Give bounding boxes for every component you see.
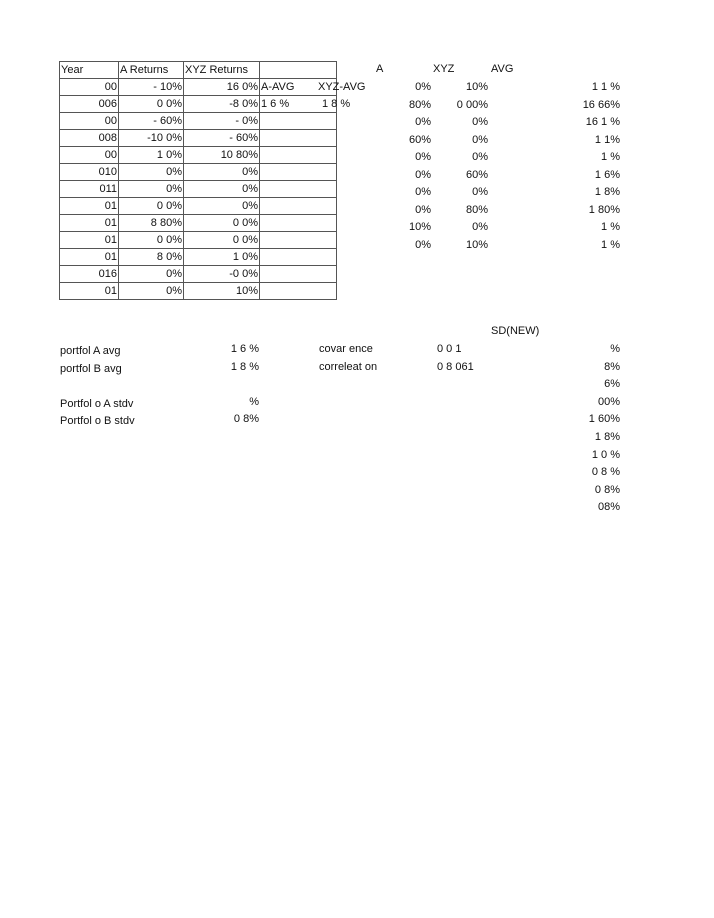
col-avg-value: 1 6% (594, 168, 620, 181)
sd-new-value: 1 60% (588, 413, 620, 426)
sd-new-value: 1 8% (594, 431, 620, 443)
table-row (60, 249, 337, 266)
col-avg-value: 16 1 % (585, 116, 620, 128)
portfolio-b-avg-value: 1 8 % (230, 361, 259, 373)
table-cell-xyz: -8 0% (184, 96, 260, 113)
table-cell-year: 01 (60, 232, 119, 249)
table-cell-a: 8 0% (119, 249, 184, 266)
table-cell-d (260, 232, 337, 249)
col-xyz-value: 0% (472, 133, 488, 146)
table-cell-year: 00 (60, 147, 119, 164)
table-cell-a: 0% (119, 266, 184, 283)
table-cell-xyz: 0% (184, 181, 260, 198)
sd-new-value: 08% (597, 501, 620, 514)
table-cell-xyz: -0 0% (184, 266, 260, 283)
table-cell-xyz: 10 80% (184, 147, 260, 164)
col-avg-value: 1 % (601, 151, 620, 163)
table-row (60, 232, 337, 249)
table-cell-year: 016 (60, 266, 119, 283)
col-a-value: 80% (408, 98, 431, 111)
portfolio-b-avg-label: portfol B avg (60, 363, 122, 375)
table-row (60, 283, 337, 300)
portfolio-b-stdv-value: 0 8% (233, 413, 259, 425)
table-row (60, 198, 337, 215)
col-xyz-value: 80% (465, 203, 488, 216)
col-xyz-value: 0% (472, 151, 488, 163)
table-cell-xyz: 0 0% (184, 215, 260, 232)
table-cell-a: 8 80% (119, 215, 184, 232)
col-a-value: 0% (415, 203, 431, 216)
portfolio-a-stdv-value: % (249, 396, 259, 408)
col-avg-value: 1 1 % (591, 81, 620, 93)
table-cell-year: 006 (60, 96, 119, 113)
table-cell-d (260, 181, 337, 198)
table-cell-a: 0 0% (119, 232, 184, 249)
sd-new-value: 0 8% (594, 483, 620, 496)
table-cell-a: 1 0% (119, 147, 184, 164)
col-a-header: A (376, 63, 384, 75)
table-row (60, 79, 337, 96)
col-avg-value: 1 % (601, 238, 620, 251)
portfolio-b-stdv-label: Portfol o B stdv (60, 415, 135, 427)
table-cell-year: 01 (60, 215, 119, 232)
table-row (60, 96, 337, 113)
portfolio-a-avg-label: portfol A avg (60, 345, 121, 357)
table-cell-a: 0 0% (119, 198, 184, 215)
col-a-value: 0% (415, 168, 431, 181)
sd-new-value: 00% (597, 395, 620, 408)
table-cell-year: 010 (60, 164, 119, 181)
col-xyz-value: 10% (465, 81, 488, 93)
correlation-value: 0 8 061 (437, 361, 474, 373)
table-cell-d (260, 249, 337, 266)
table-header-cell: A Returns (119, 62, 184, 79)
sd-new-value: 6% (604, 378, 620, 391)
col-a-value: 10% (408, 221, 431, 233)
col-avg-header: AVG (491, 63, 514, 75)
table-cell-a: - 60% (119, 113, 184, 130)
table-cell-xyz: 10% (184, 283, 260, 300)
table-cell-xyz: 0% (184, 164, 260, 181)
table-cell-d (260, 283, 337, 300)
sd-new-value: 1 0 % (591, 448, 620, 461)
table-cell-year: 008 (60, 130, 119, 147)
table-cell-year: 00 (60, 113, 119, 130)
col-xyz-header: XYZ (433, 63, 455, 75)
table-row (60, 181, 337, 198)
covariance-label: covar ence (319, 343, 373, 355)
table-cell-xyz: 0 0% (184, 232, 260, 249)
col-a-value: 60% (408, 133, 431, 146)
table-header-cell (260, 62, 337, 79)
returns-table (59, 61, 337, 300)
table-cell-d (260, 266, 337, 283)
table-cell-xyz: - 60% (184, 130, 260, 147)
table-cell-a: 0% (119, 164, 184, 181)
sd-new-label: SD(NEW) (491, 325, 540, 337)
table-cell-d (260, 198, 337, 215)
table-cell-d: A-AVG (260, 79, 337, 96)
table-header-cell: XYZ Returns (184, 62, 260, 79)
table-row (60, 113, 337, 130)
col-a-value: 0% (415, 238, 431, 251)
col-xyz-value: 0% (472, 116, 488, 128)
xyz-avg-value: 1 8 % (322, 98, 351, 110)
table-row (60, 130, 337, 147)
col-avg-value: 16 66% (582, 98, 620, 111)
sd-new-value: 8% (604, 360, 620, 373)
col-avg-value: 1 80% (588, 203, 620, 216)
sd-new-value: % (610, 343, 620, 355)
table-row (60, 215, 337, 232)
table-cell-xyz: - 0% (184, 113, 260, 130)
covariance-value: 0 0 1 (437, 343, 462, 355)
table-row (60, 266, 337, 283)
portfolio-a-stdv-label: Portfol o A stdv (60, 398, 134, 410)
table-cell-a: 0% (119, 181, 184, 198)
table-cell-year: 00 (60, 79, 119, 96)
table-cell-xyz: 1 0% (184, 249, 260, 266)
col-xyz-value: 0% (472, 221, 488, 233)
table-cell-year: 011 (60, 181, 119, 198)
col-avg-value: 1 8% (594, 186, 620, 198)
sd-new-value: 0 8 % (591, 466, 620, 479)
table-cell-d (260, 215, 337, 232)
table-cell-d (260, 147, 337, 164)
table-header-cell: Year (60, 62, 119, 79)
table-header-row (60, 62, 337, 79)
col-avg-value: 1 % (601, 221, 620, 233)
table-cell-d: 1 6 % (260, 96, 337, 113)
table-cell-year: 01 (60, 249, 119, 266)
col-avg-value: 1 1% (594, 133, 620, 146)
table-cell-a: - 10% (119, 79, 184, 96)
table-cell-a: 0% (119, 283, 184, 300)
col-xyz-value: 0 00% (456, 98, 488, 111)
table-row (60, 164, 337, 181)
col-xyz-value: 0% (472, 186, 488, 198)
col-xyz-value: 60% (465, 168, 488, 181)
table-cell-d (260, 130, 337, 147)
table-cell-d (260, 113, 337, 130)
table-cell-xyz: 16 0% (184, 79, 260, 96)
col-a-value: 0% (415, 151, 431, 163)
correlation-label: correleat on (319, 361, 378, 373)
table-cell-year: 01 (60, 283, 119, 300)
table-cell-year: 01 (60, 198, 119, 215)
col-a-value: 0% (415, 186, 431, 198)
table-cell-d (260, 164, 337, 181)
table-cell-xyz: 0% (184, 198, 260, 215)
col-a-value: 0% (415, 81, 431, 93)
col-xyz-value: 10% (465, 238, 488, 251)
table-row (60, 147, 337, 164)
portfolio-a-avg-value: 1 6 % (230, 343, 259, 355)
table-cell-a: 0 0% (119, 96, 184, 113)
xyz-avg-label: XYZ-AVG (318, 81, 366, 93)
table-cell-a: -10 0% (119, 130, 184, 147)
col-a-value: 0% (415, 116, 431, 128)
